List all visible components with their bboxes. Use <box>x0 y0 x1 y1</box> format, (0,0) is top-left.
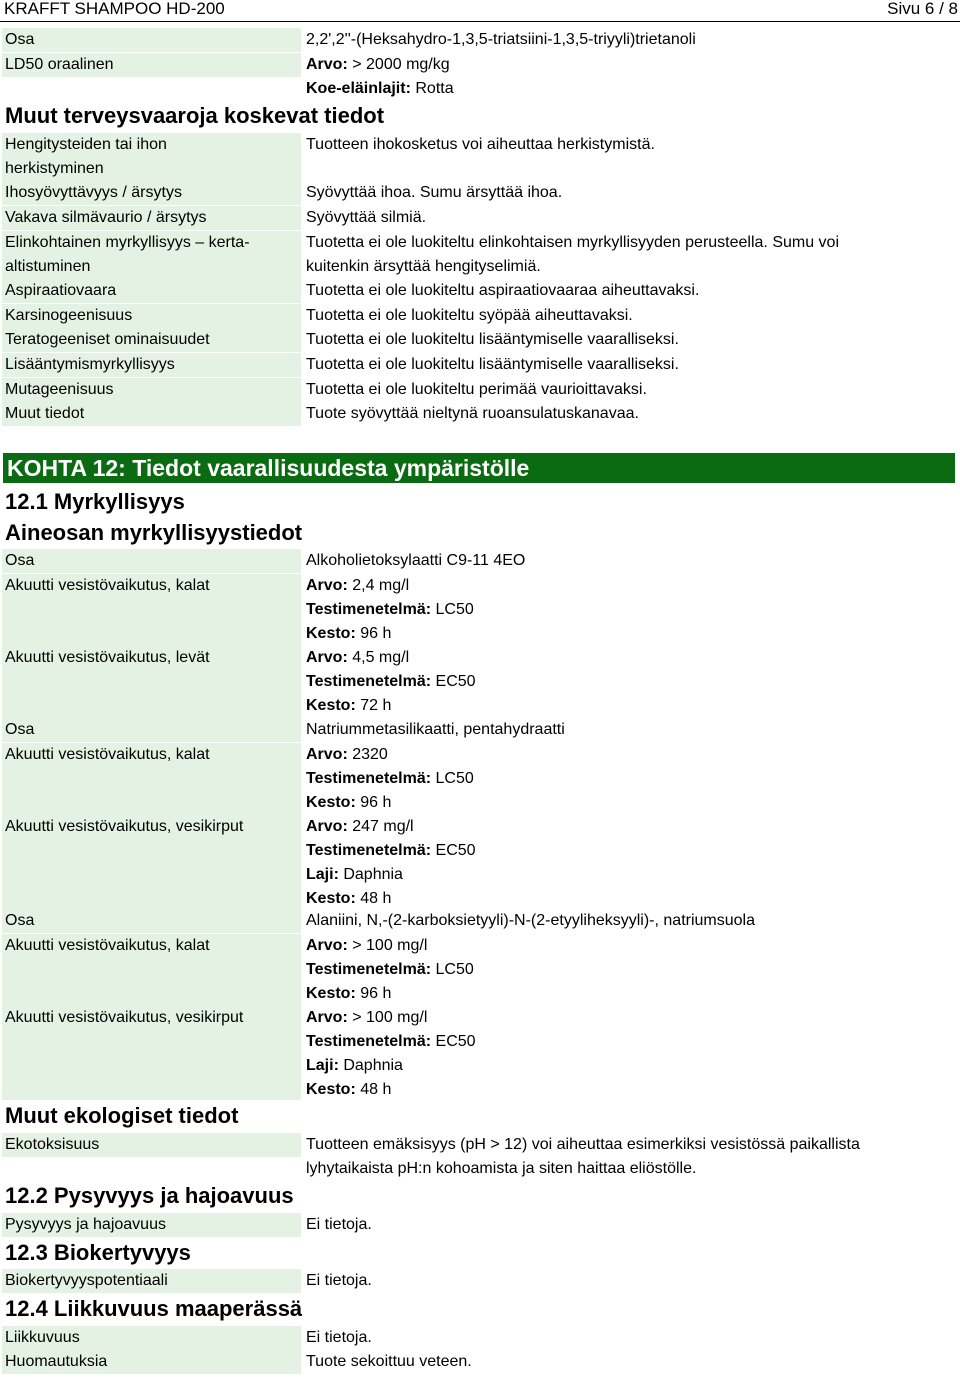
subsection-12-4: 12.4 Liikkuvuus maaperässä <box>5 1296 303 1321</box>
health-value: Tuotetta ei ole luokiteltu aspiraatiovaaraa aiheuttavaksi. <box>306 282 700 299</box>
tox-label: Akuutti vesistövaikutus, vesikirput <box>2 1006 301 1100</box>
biokertyvyys-value: Ei tietoja. <box>306 1272 372 1289</box>
subsection-12-1: 12.1 Myrkyllisyys <box>5 489 185 514</box>
tox-value: Arvo: 247 mg/l Testimenetelmä: EC50 Laji: Daphnia Kesto: 48 h <box>306 818 476 907</box>
pysyvyys-label: Pysyvyys ja hajoavuus <box>2 1213 301 1237</box>
health-label: Teratogeeniset ominaisuudet <box>2 328 301 352</box>
health-label: Aspiraatiovaara <box>2 279 301 303</box>
health-value: Tuote syövyttää nieltynä ruoansulatuskanavaa. <box>306 405 639 422</box>
health-label: Ihosyövyttävyys / ärsytys <box>2 181 301 205</box>
health-label: Muut tiedot <box>2 402 301 426</box>
biokertyvyys-label: Biokertyvyyspotentiaali <box>2 1269 301 1293</box>
page-number: Sivu 6 / 8 <box>887 0 958 18</box>
osa-label: Osa <box>2 718 301 742</box>
ekotoksisuus-label: Ekotoksisuus <box>2 1133 301 1157</box>
liikkuvuus-value: Ei tietoja. <box>306 1329 372 1346</box>
health-value: Tuotteen ihokosketus voi aiheuttaa herkistymistä. <box>306 136 655 153</box>
health-value: Syövyttää silmiä. <box>306 209 427 226</box>
component-name: Alkoholietoksylaatti C9-11 4EO <box>306 552 526 569</box>
health-value: Tuotetta ei ole luokiteltu lisääntymiselle vaaralliseksi. <box>306 356 679 373</box>
tox-label: Akuutti vesistövaikutus, kalat <box>2 743 301 815</box>
ld50-value: Arvo: > 2000 mg/kg Koe-eläinlajit: Rotta <box>306 56 454 97</box>
tox-value: Arvo: 4,5 mg/l Testimenetelmä: EC50 Kesto: 72 h <box>306 649 476 714</box>
health-heading: Muut terveysvaaroja koskevat tiedot <box>5 103 385 128</box>
health-label: Elinkohtainen myrkyllisyys – kerta- altistuminen <box>2 231 301 279</box>
tox-value: Arvo: > 100 mg/l Testimenetelmä: LC50 Kesto: 96 h <box>306 937 474 1002</box>
component-name: Alaniini, N,-(2-karboksietyyli)-N-(2-etyyliheksyyli)-, natriumsuola <box>306 912 755 929</box>
health-value: Tuotetta ei ole luokiteltu perimää vaurioittavaksi. <box>306 381 647 398</box>
tox-value: Arvo: 2320 Testimenetelmä: LC50 Kesto: 96 h <box>306 746 474 811</box>
ld50-label: LD50 oraalinen <box>2 53 301 77</box>
ekotoksisuus-value: Tuotteen emäksisyys (pH > 12) voi aiheuttaa esimerkiksi vesistössä paikallista lyhytaikaista pH:n kohoamista ja siten haittaa eliöstölle. <box>306 1136 860 1177</box>
health-label: Karsinogeenisuus <box>2 304 301 328</box>
header-divider <box>0 21 960 22</box>
section-12-heading: KOHTA 12: Tiedot vaarallisuudesta ympäristölle <box>3 453 955 483</box>
tox-value: Arvo: > 100 mg/l Testimenetelmä: EC50 Laji: Daphnia Kesto: 48 h <box>306 1009 476 1098</box>
component-name: Natriummetasilikaatti, pentahydraatti <box>306 721 565 738</box>
health-value: Tuotetta ei ole luokiteltu elinkohtaisen myrkyllisyyden perusteella. Sumu voi kuitenkin ärsyttää hengityselimiä. <box>306 234 840 275</box>
health-label: Hengitysteiden tai ihon herkistyminen <box>2 133 301 181</box>
liikkuvuus-label: Liikkuvuus <box>2 1326 301 1350</box>
tox-label: Akuutti vesistövaikutus, vesikirput <box>2 815 301 909</box>
osa-label: Osa <box>2 909 301 933</box>
subsection-12-3: 12.3 Biokertyvyys <box>5 1240 191 1265</box>
huomautuksia-label: Huomautuksia <box>2 1350 301 1374</box>
page-header <box>0 0 960 20</box>
health-label: Vakava silmävaurio / ärsytys <box>2 206 301 230</box>
osa-value: 2,2',2''-(Heksahydro-1,3,5-triatsiini-1,3,5-triyyli)trietanoli <box>306 31 696 48</box>
health-label: Mutageenisuus <box>2 378 301 402</box>
tox-label: Akuutti vesistövaikutus, kalat <box>2 574 301 646</box>
document-title: KRAFFT SHAMPOO HD-200 <box>4 0 225 18</box>
eco-heading: Muut ekologiset tiedot <box>5 1103 239 1128</box>
tox-label: Akuutti vesistövaikutus, levät <box>2 646 301 718</box>
health-value: Tuotetta ei ole luokiteltu syöpää aiheuttavaksi. <box>306 307 633 324</box>
component-toxicity-heading: Aineosan myrkyllisyystiedot <box>5 520 303 545</box>
huomautuksia-value: Tuote sekoittuu veteen. <box>306 1353 472 1370</box>
health-label: Lisääntymismyrkyllisyys <box>2 353 301 377</box>
osa-label: Osa <box>2 549 301 573</box>
subsection-12-2: 12.2 Pysyvyys ja hajoavuus <box>5 1183 294 1208</box>
health-value: Tuotetta ei ole luokiteltu lisääntymiselle vaaralliseksi. <box>306 331 679 348</box>
tox-value: Arvo: 2,4 mg/l Testimenetelmä: LC50 Kesto: 96 h <box>306 577 474 642</box>
osa-label: Osa <box>2 28 301 52</box>
tox-label: Akuutti vesistövaikutus, kalat <box>2 934 301 1006</box>
pysyvyys-value: Ei tietoja. <box>306 1216 372 1233</box>
health-value: Syövyttää ihoa. Sumu ärsyttää ihoa. <box>306 184 563 201</box>
